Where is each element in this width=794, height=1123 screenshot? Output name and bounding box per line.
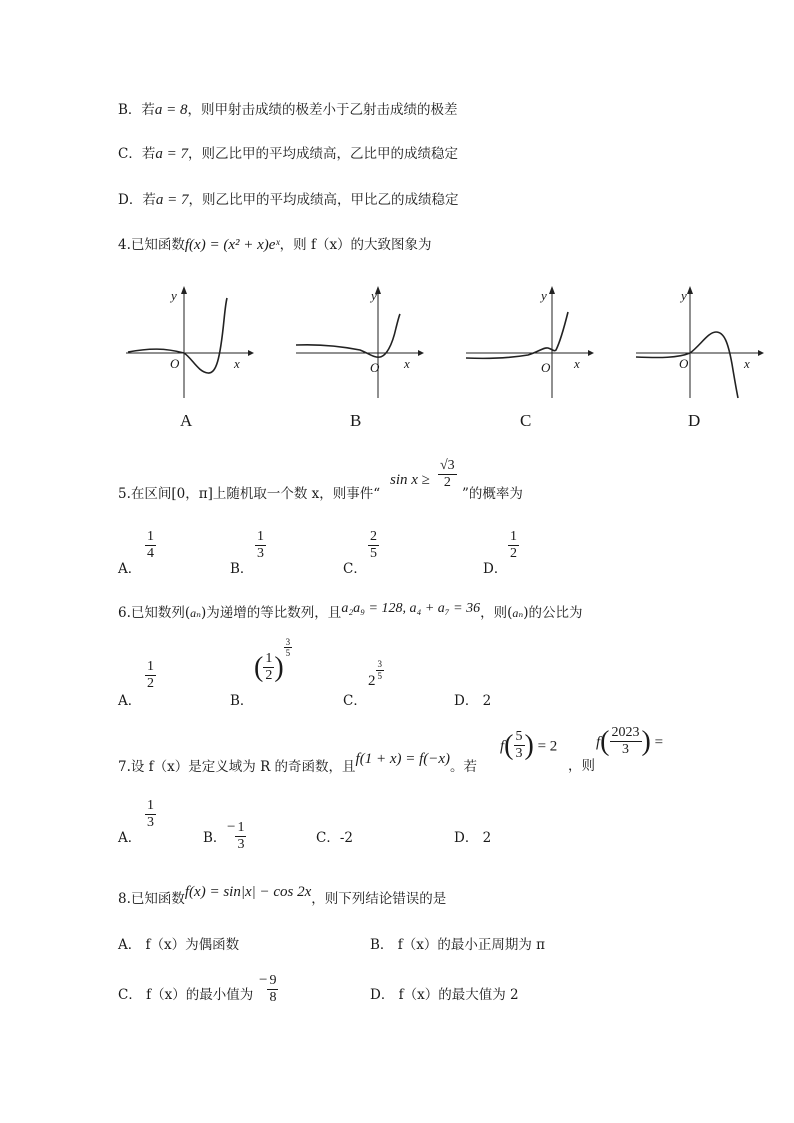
q6-seq: aₙ	[190, 606, 202, 620]
graph-a-label: A	[180, 411, 193, 430]
q3-option-c-text: ，则乙比甲的平均成绩高，乙比甲的成绩稳定	[187, 146, 458, 162]
q5-option-a-den: 4	[147, 545, 154, 561]
q6-option-c-label: C．	[343, 693, 367, 709]
q6-option-b-lparen: (	[254, 652, 264, 683]
q8-option-c-num: 9	[269, 973, 277, 988]
q6-option-b-value	[254, 636, 292, 684]
q7-option-a-label: A．	[118, 830, 142, 846]
graph-a-x-label: x	[234, 356, 240, 371]
graph-a	[120, 280, 260, 410]
graph-c-y-label: y	[541, 288, 547, 303]
q7-mid: 。若	[450, 759, 478, 775]
q5-option-a-value	[145, 530, 156, 561]
q3-option-b-text: ，则甲射击成绩的极差小于乙射击成绩的极差	[187, 102, 458, 118]
graph-b-curve	[296, 314, 400, 357]
q5-event-lhs	[390, 473, 430, 488]
graph-c-curve	[466, 312, 568, 358]
q5-option-b-den: 3	[257, 545, 264, 561]
graph-c	[460, 280, 600, 410]
graph-c-origin: O	[541, 360, 551, 375]
q7-ask-num: 2023	[611, 725, 640, 741]
q6-option-a-label: A．	[118, 693, 142, 709]
q5-stem-suffix: ”的概率为	[462, 486, 523, 502]
q3-option-d	[118, 193, 458, 208]
q7-option-b-label: B．	[203, 830, 227, 846]
graph-c-x-label: x	[574, 356, 580, 371]
q8-option-c-den: 8	[269, 989, 277, 1005]
q3-option-b-cond: a = 8	[154, 102, 188, 118]
q6-option-d-label: D．	[454, 693, 479, 709]
q7-option-d-label: D．	[454, 830, 479, 846]
q5-option-c-den: 5	[370, 545, 377, 561]
q8-option-c-minus: −	[259, 972, 268, 989]
q6-option-a-value	[145, 660, 156, 691]
q6-prefix: 6.已知数列(	[118, 605, 191, 621]
graph-d	[630, 280, 770, 410]
graph-d-y-arrow	[687, 286, 693, 294]
q5-option-c-label: C．	[343, 561, 367, 577]
q5-option-c-value	[368, 530, 379, 561]
graph-d-y-label: y	[681, 288, 687, 303]
graph-b-y-label: y	[371, 288, 377, 303]
q8-option-a-text: f（x）为偶函数	[145, 937, 240, 953]
q7-given-num: 5	[515, 729, 523, 745]
q7-ask-rparen: )	[641, 726, 651, 757]
q8-option-a	[118, 933, 239, 953]
q7-option-c-value: -2	[339, 830, 353, 846]
q6-seq-2: aₙ	[512, 606, 524, 620]
q8-option-c-fraction	[267, 974, 278, 1005]
q7-prefix: 7.设 f（x）是定义域为 R 的奇函数，且	[118, 759, 356, 775]
q6-option-d	[454, 689, 491, 709]
q5-event-den: 2	[443, 474, 451, 490]
q5-option-a-num: 1	[147, 529, 154, 544]
q5-option-d-value	[508, 530, 519, 561]
q8-suffix: ，则下列结论错误的是	[311, 891, 447, 907]
q7-given-f: f	[500, 738, 505, 755]
q7-option-d	[454, 826, 491, 846]
graph-a-origin: O	[170, 356, 180, 371]
q5-option-a-label: A．	[118, 561, 142, 577]
q7-ask-lparen: (	[600, 726, 610, 757]
q6-option-b-exponent	[284, 638, 293, 659]
q6-option-c-exp-den: 5	[377, 670, 382, 681]
q6-option-d-value: 2	[482, 693, 492, 709]
graph-a-y-label: y	[171, 288, 177, 303]
q6-condition: a₂a₉ = 128, a₄ + a₇ = 36	[341, 601, 481, 616]
q7-stem	[118, 751, 478, 775]
graph-b-x-arrow	[418, 350, 424, 356]
q8-option-c-text: f（x）的最小值为	[146, 987, 254, 1003]
q8-option-a-label: A．	[118, 937, 142, 953]
q7-ask-den: 3	[622, 742, 629, 757]
q6-option-b-den: 2	[265, 668, 273, 683]
q6-suffix-2: )的公比为	[523, 605, 583, 621]
q3-option-c	[118, 147, 458, 162]
graph-d-label: D	[688, 411, 701, 430]
q5-option-b-label: B．	[230, 561, 254, 577]
q8-option-c-label: C．	[118, 987, 142, 1003]
q8-formula: f(x) = sin|x| − cos 2x	[184, 884, 312, 900]
q3-option-c-cond: a = 7	[155, 146, 188, 162]
q7-ask-fraction	[610, 726, 642, 757]
q6-mid: )为递增的等比数列，且	[201, 605, 342, 621]
q7-mid2: ，则	[568, 758, 595, 774]
q7-option-a-num: 1	[147, 798, 154, 813]
graph-c-x-arrow	[588, 350, 594, 356]
q7-option-b-value	[227, 815, 246, 852]
q7-option-a-value	[145, 799, 156, 830]
q6-option-b-rparen: )	[274, 652, 284, 683]
q8-option-b-label: B．	[370, 937, 394, 953]
q5-option-b-num: 1	[257, 529, 264, 544]
q7-option-d-value: 2	[482, 830, 492, 846]
q7-given-rparen: )	[524, 730, 534, 761]
q6-option-c-exponent	[376, 660, 385, 681]
q7-given-equals: = 2	[533, 738, 558, 755]
q6-option-c-value	[368, 659, 384, 691]
graph-d-origin: O	[679, 356, 689, 371]
q6-option-c-base: 2	[368, 673, 376, 689]
q6-option-b-num: 1	[265, 651, 273, 667]
q6-option-b-exp-num: 3	[285, 636, 291, 647]
q7-given-den: 3	[515, 746, 523, 761]
q8-option-d-label: D．	[370, 987, 395, 1003]
q7-option-c	[316, 826, 353, 846]
graph-a-x-arrow	[248, 350, 254, 356]
q7-given-lparen: (	[504, 730, 514, 761]
q7-condition: f(1 + x) = f(−x)	[355, 751, 451, 767]
q3-option-b	[118, 103, 458, 118]
q5-event-fraction	[438, 459, 457, 490]
q7-option-c-label: C．	[316, 830, 340, 846]
q4-stem	[118, 238, 432, 253]
graph-a-y-arrow	[181, 286, 187, 294]
graph-b-x-label: x	[404, 356, 410, 371]
q8-option-c-value	[259, 968, 278, 1005]
graph-b-label: B	[350, 411, 362, 430]
q5-event-lhs-text: sin x ≥	[390, 472, 430, 488]
q7-option-b-den: 3	[237, 836, 245, 852]
q5-option-d-den: 2	[510, 545, 517, 561]
q6-option-a-num: 1	[147, 659, 154, 674]
q8-stem	[118, 884, 447, 907]
q6-option-b-exp-den: 5	[285, 648, 291, 658]
q5-option-d-num: 1	[510, 529, 517, 544]
q6-option-a-den: 2	[147, 675, 154, 691]
q5-stem-prefix: 5.在区间[0，π]上随机取一个数 x，则事件“	[118, 486, 381, 502]
graph-b-origin: O	[370, 360, 380, 375]
q4-formula: f(x) = (x² + x)eˣ	[184, 237, 280, 253]
graph-b	[290, 280, 430, 410]
q8-option-c	[118, 983, 253, 1003]
graph-d-x-arrow	[758, 350, 764, 356]
q5-event-num: √3	[440, 458, 455, 473]
q7-option-b-minus: −	[227, 819, 236, 836]
q7-option-b-fraction	[235, 821, 246, 852]
q7-given-fraction	[514, 730, 525, 761]
graph-c-y-arrow	[549, 286, 555, 294]
q8-option-d	[370, 983, 519, 1003]
q5-option-b-value	[255, 530, 266, 561]
q5-option-d-label: D．	[483, 561, 508, 577]
q3-option-b-label: B．若	[118, 102, 155, 118]
q4-prefix: 4.已知函数	[118, 237, 185, 253]
q7-given	[500, 730, 557, 762]
q3-option-c-label: C．若	[118, 146, 156, 162]
q3-option-d-label: D．若	[118, 192, 156, 208]
q8-option-d-text: f（x）的最大值为 2	[398, 987, 519, 1003]
q3-option-d-cond: a = 7	[155, 192, 189, 208]
q8-option-b-text: f（x）的最小正周期为 π	[397, 937, 545, 953]
q6-suffix: ，则(	[480, 605, 513, 621]
q4-suffix: ，则 f（x）的大致图象为	[279, 237, 432, 253]
q7-option-a-den: 3	[147, 814, 154, 830]
q6-option-b-fraction	[263, 652, 274, 683]
q5-option-c-num: 2	[370, 529, 377, 544]
q8-prefix: 8.已知函数	[118, 891, 185, 907]
q8-option-b	[370, 933, 545, 953]
q7-ask-f: f	[596, 734, 601, 751]
q7-ask	[596, 726, 663, 758]
q7-option-b-num: 1	[237, 820, 245, 835]
q7-ask-equals: =	[650, 734, 664, 751]
q6-option-b-label: B．	[230, 693, 254, 709]
graph-c-label: C	[520, 411, 532, 430]
q6-option-c-exp-num: 3	[377, 659, 382, 670]
q3-option-d-text: ，则乙比甲的平均成绩高，甲比乙的成绩稳定	[188, 192, 459, 208]
q6-stem	[118, 601, 583, 621]
graph-d-x-label: x	[744, 356, 750, 371]
